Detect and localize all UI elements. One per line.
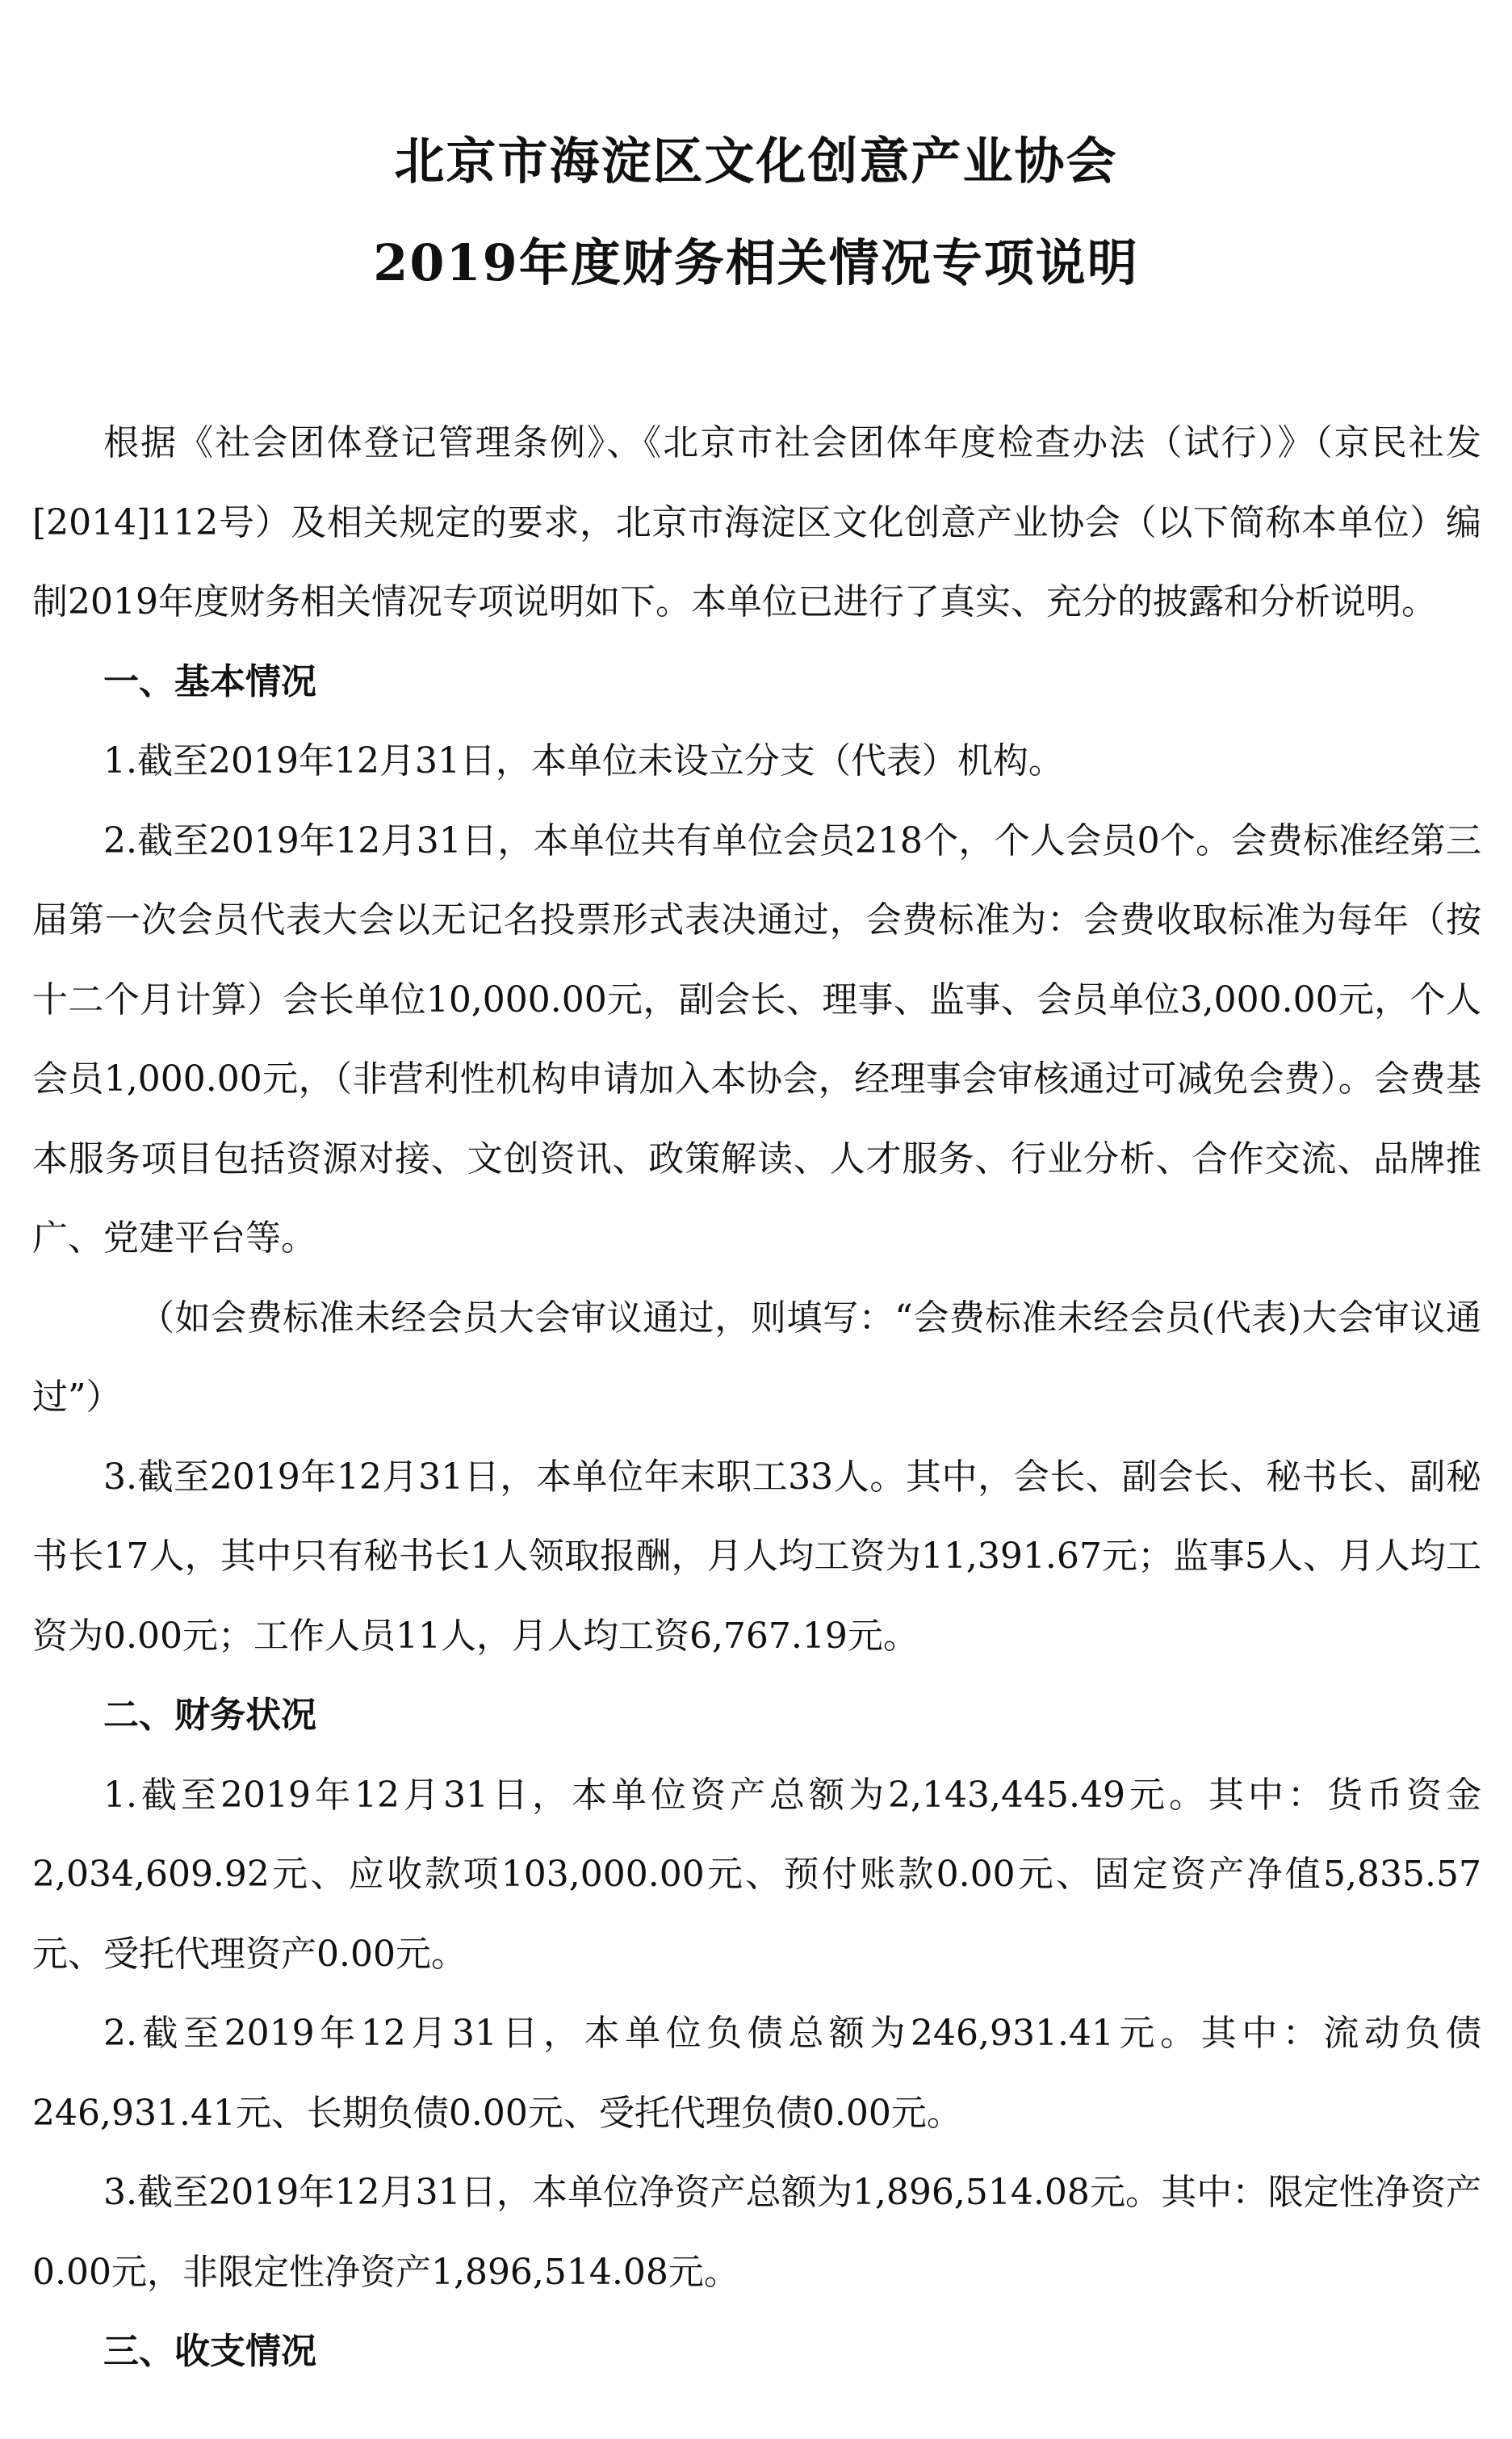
document-body	[32, 404, 1481, 2392]
paragraph-fee-note: （如会费标准未经会员大会审议通过，则填写：“会费标准未经会员(代表)大会审议通过”）	[32, 1297, 1481, 1418]
document-title-line1: 北京市海淀区文化创意产业协会	[394, 132, 1118, 191]
paragraph-liabilities: 2.截至2019年12月31日，本单位负债总额为246,931.41元。其中：流动负债246,931.41元、长期负债0.00元、受托代理负债0.00元。	[32, 2013, 1481, 2134]
paragraph-net-assets: 3.截至2019年12月31日，本单位净资产总额为1,896,514.08元。其中：限定性净资产0.00元，非限定性净资产1,896,514.08元。	[32, 2172, 1481, 2293]
paragraph-members-fees: 2.截至2019年12月31日，本单位共有单位会员218个，个人会员0个。会费标准经第三届第一次会员代表大会以无记名投票形式表决通过，会费标准为：会费收取标准为每年（按十二个月计算）会长单位10,000.00元，副会长、理事、监事、会员单位3,000.00元，个人会员1,000.00元，（非营利性机构申请加入本协会，经理事会审核通过可减免会费）。会费基本服务项目包括资源对接、文创资讯、政策解读、人才服务、行业分析、合作交流、品牌推广、党建平台等。	[32, 819, 1481, 1259]
paragraph-staff: 3.截至2019年12月31日，本单位年末职工33人。其中，会长、副会长、秘书长、副秘书长17人，其中只有秘书长1人领取报酬，月人均工资为11,391.67元；监事5人、月人均工资为0.00元；工作人员11人，月人均工资6,767.19元。	[32, 1456, 1481, 1657]
document-title-line2: 2019年度财务相关情况专项说明	[373, 233, 1139, 292]
intro-paragraph: 根据《社会团体登记管理条例》、《北京市社会团体年度检查办法（试行）》（京民社发[2014]112号）及相关规定的要求，北京市海淀区文化创意产业协会（以下简称本单位）编制2019年度财务相关情况专项说明如下。本单位已进行了真实、充分的披露和分析说明。	[32, 422, 1481, 622]
section-heading-financial-status: 二、财务状况	[103, 1695, 316, 1736]
paragraph-assets: 1.截至2019年12月31日，本单位资产总额为2,143,445.49元。其中：货币资金2,034,609.92元、应收款项103,000.00元、预付账款0.00元、固定资产净值5,835.57元、受托代理资产0.00元。	[32, 1774, 1481, 1975]
section-heading-income-expense: 三、收支情况	[103, 2331, 316, 2372]
paragraph-branch-offices: 1.截至2019年12月31日，本单位未设立分支（代表）机构。	[103, 740, 1064, 782]
section-heading-basic-info: 一、基本情况	[103, 660, 316, 702]
